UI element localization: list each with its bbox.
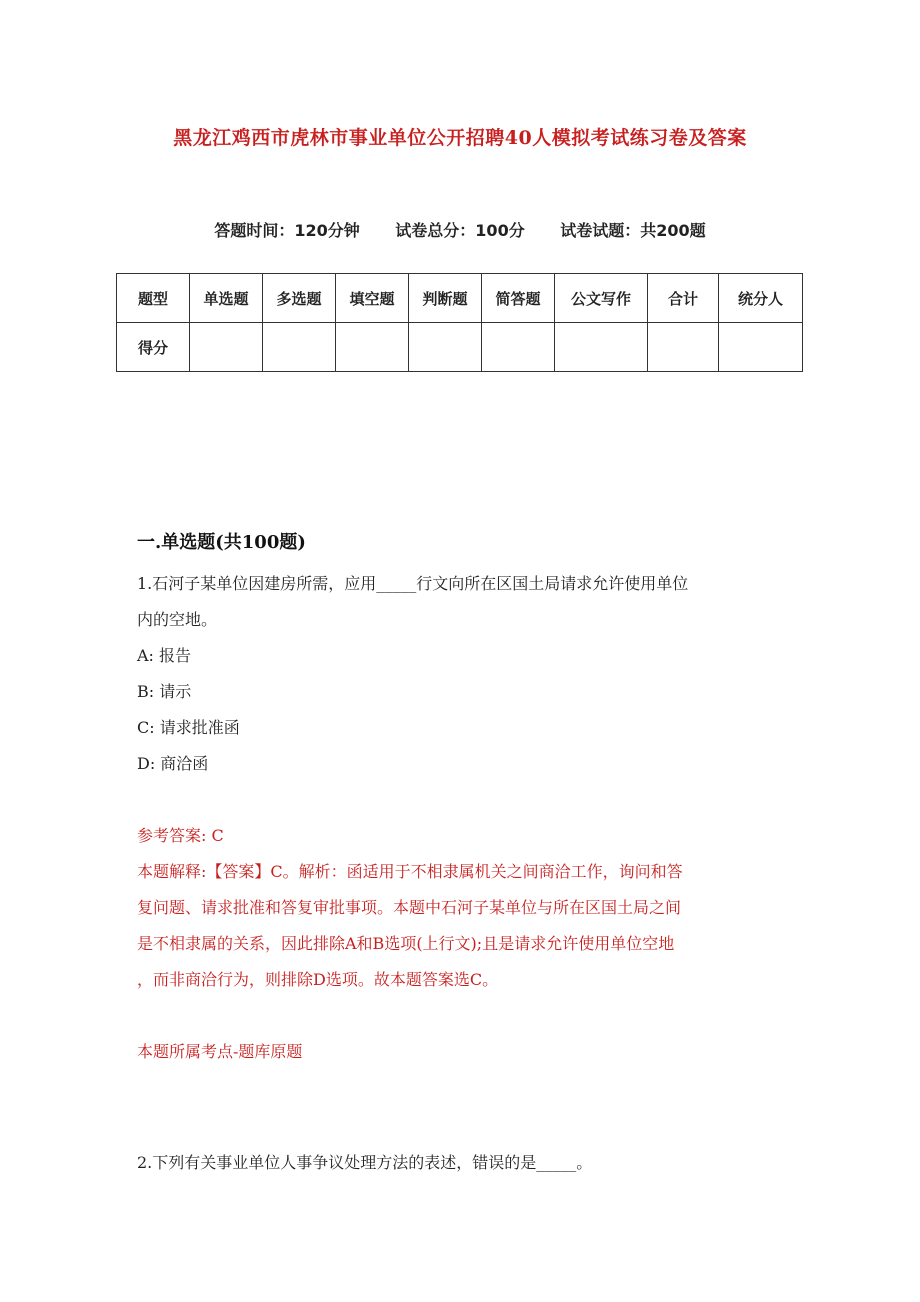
- question-1-source: 本题所属考点-题库原题: [137, 1042, 303, 1061]
- score-row-label: 得分: [117, 323, 190, 372]
- score-header-cell: 多选题: [263, 274, 336, 323]
- question-1-option-a: A: 报告: [137, 646, 192, 665]
- score-cell: [555, 323, 648, 372]
- exam-question-count: 试卷试题：共200题: [560, 221, 706, 240]
- score-cell: [719, 323, 803, 372]
- exam-time: 答题时间：120分钟: [214, 221, 360, 240]
- score-table-score-row: [117, 323, 803, 372]
- question-1-option-c: C: 请求批准函: [137, 718, 240, 737]
- question-1-explanation-line: 本题解释:【答案】C。解析：函适用于不相隶属机关之间商洽工作，询问和答: [137, 862, 683, 881]
- score-header-cell: 题型: [117, 274, 190, 323]
- exam-total-score: 试卷总分：100分: [395, 221, 525, 240]
- score-table: [116, 273, 803, 372]
- score-cell: [648, 323, 719, 372]
- score-header-cell: 简答题: [482, 274, 555, 323]
- document-title: 黑龙江鸡西市虎林市事业单位公开招聘40人模拟考试练习卷及答案: [173, 127, 747, 149]
- question-2-stem: 2.下列有关事业单位人事争议处理方法的表述，错误的是_____。: [137, 1153, 593, 1172]
- section-heading: 一.单选题(共100题): [137, 532, 306, 553]
- question-1-stem-cont: 内的空地。: [137, 610, 218, 629]
- score-header-cell: 单选题: [190, 274, 263, 323]
- question-1-answer: 参考答案: C: [137, 826, 224, 845]
- question-1-stem: 1.石河子某单位因建房所需，应用_____行文向所在区国土局请求允许使用单位: [137, 574, 689, 593]
- score-cell: [409, 323, 482, 372]
- score-header-cell: 公文写作: [555, 274, 648, 323]
- score-cell: [482, 323, 555, 372]
- score-header-cell: 填空题: [336, 274, 409, 323]
- question-1-explanation-line: 复问题、请求批准和答复审批事项。本题中石河子某单位与所在区国土局之间: [137, 898, 682, 917]
- score-cell: [336, 323, 409, 372]
- exam-meta: [0, 218, 920, 241]
- score-header-cell: 判断题: [409, 274, 482, 323]
- question-1-option-d: D: 商洽函: [137, 754, 209, 773]
- question-1-option-b: B: 请示: [137, 682, 192, 701]
- score-table-header-row: [117, 274, 803, 323]
- score-header-cell: 统分人: [719, 274, 803, 323]
- score-header-cell: 合计: [648, 274, 719, 323]
- score-cell: [263, 323, 336, 372]
- question-1-explanation-line: 是不相隶属的关系，因此排除A和B选项(上行文);且是请求允许使用单位空地: [137, 934, 675, 953]
- question-1-explanation-line: ，而非商洽行为，则排除D选项。故本题答案选C。: [137, 970, 499, 989]
- score-cell: [190, 323, 263, 372]
